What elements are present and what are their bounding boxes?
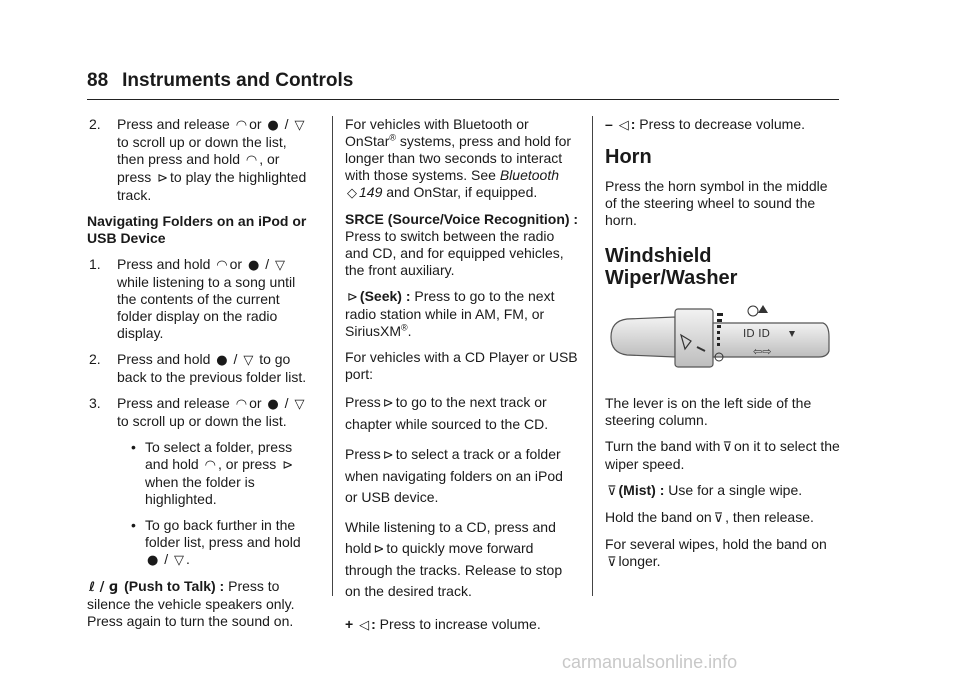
push-to-talk-icon: ℓ / ɡ [89,580,119,595]
column-1 [87,116,317,639]
column-divider-2 [592,116,593,596]
scroll-down-icon: ▽ [294,397,305,412]
volume-icon: ◁ [618,118,629,133]
step-2: 2. Press and release ◠ or ● / ▽ to scroll up or down the list, then press and hold ◠ , or press ⊳ to play the highlighted track. [89,116,307,203]
seek-paragraph: ⊳ (Seek) : Press to go to the next radio station while in AM, FM, or SiriusXM®. [345,288,555,339]
mist-icon: ⊽ [607,484,617,499]
horn-text: Press the horn symbol in the middle of the steering wheel to sound the horn. [605,178,828,228]
volume-icon: ◁ [359,618,370,633]
scroll-mid-icon: ● [267,118,279,133]
ptt-paragraph: ℓ / ɡ (Push to Talk) : Press to silence the vehicle speakers only. Press again to turn the sound on. [87,578,295,629]
scroll-mid-icon: ● [147,553,159,568]
srce-paragraph: SRCE (Source/Voice Recognition) : Press to switch between the radio and CD, and for equipped vehicles, the front auxiliary. [345,211,579,278]
page-ref-icon: ◇ [347,186,357,201]
scroll-up-icon: ◠ [245,153,258,168]
volume-up-paragraph: + ◁ : Press to increase volume. [345,616,541,633]
seek-icon: ⊳ [157,171,169,186]
column-divider-1 [332,116,333,596]
column-2 [345,116,579,643]
scroll-up-icon: ◠ [235,397,248,412]
cd-intro: For vehicles with a CD Player or USB port: [345,349,578,382]
nav-heading: Navigating Folders on an iPod or USB Device [87,213,307,246]
svg-text:ID ID: ID ID [743,327,770,340]
several-wipes-text: For several wipes, hold the band on ⊽ longer. [605,536,827,570]
bluetooth-link[interactable]: Bluetooth [499,167,560,183]
seek-icon: ⊳ [282,458,294,473]
seek-icon: ⊳ [347,290,358,305]
scroll-mid-icon: ● [247,258,260,273]
section-title: Instruments and Controls [122,70,354,91]
mist-paragraph: ⊽ (Mist) : Use for a single wipe. [607,482,803,499]
turn-band-text: Turn the band with ⊽ on it to select the wiper speed. [605,438,840,472]
seek-icon: ⊳ [382,396,394,411]
scroll-mid-icon: ● [216,353,228,368]
scroll-up-icon: ◠ [235,118,248,133]
scroll-up-icon: ◠ [204,458,216,473]
bullet-go-back: • To go back further in the folder list, press and hold ● / ▽ . [131,517,301,568]
fast-forward-paragraph: While listening to a CD, press and hold ⊳ to quickly move forward through the tracks. Release to stop on the desired track. [345,519,563,599]
press-next-track: Press ⊳ to go to the next track or chapter while sourced to the CD. [345,394,549,432]
nav-step-3: 3. Press and release ◠ or ● / ▽ to scroll up or down the list. [89,395,305,429]
scroll-down-icon: ▽ [275,258,285,273]
wiper-heading: Windshield Wiper/Washer [605,245,738,289]
volume-down-paragraph: – ◁ : Press to decrease volume. [605,116,805,133]
horn-heading: Horn [605,146,652,168]
scroll-mid-icon: ● [267,397,279,412]
page-header [87,70,353,92]
svg-text:⇦⇨: ⇦⇨ [753,345,772,358]
nav-step-2: 2. Press and hold ● / ▽ to go back to the previous folder list. [89,351,307,385]
wiper-lever-icon [605,299,835,377]
press-select-track: Press ⊳ to select a track or a folder when navigating folders on an iPod or USB device. [345,446,563,505]
bluetooth-paragraph: For vehicles with Bluetooth or OnStar® systems, press and hold for longer than two seconds to interact with those systems. See Bluetooth ◇ 149 and OnStar, if equipped. [345,116,572,201]
watermark: carmanualsonline.info [562,652,738,672]
wiper-icon: ⊽ [607,555,617,570]
scroll-down-icon: ▽ [294,118,305,133]
wiper-lever-illustration [605,299,841,381]
column-3 [605,116,841,580]
page-number: 88 [87,70,109,91]
wiper-icon: ⊽ [713,511,724,526]
seek-icon: ⊳ [382,448,394,463]
header-rule [87,99,839,100]
nav-step-1: 1. Press and hold ◠ or ● / ▽ while listening to a song until the contents of the current folder display on the radio display. [89,256,296,341]
lever-text: The lever is on the left side of the steering column. [605,395,812,428]
scroll-down-icon: ▽ [174,553,185,568]
hold-band-text: Hold the band on ⊽ , then release. [605,509,814,526]
scroll-down-icon: ▽ [243,353,254,368]
seek-icon: ⊳ [373,542,385,557]
wiper-icon: ⊽ [722,440,732,455]
scroll-up-icon: ◠ [216,258,228,273]
bullet-select-folder: • To select a folder, press and hold ◠ , or press ⊳ when the folder is highlighted. [131,439,294,507]
